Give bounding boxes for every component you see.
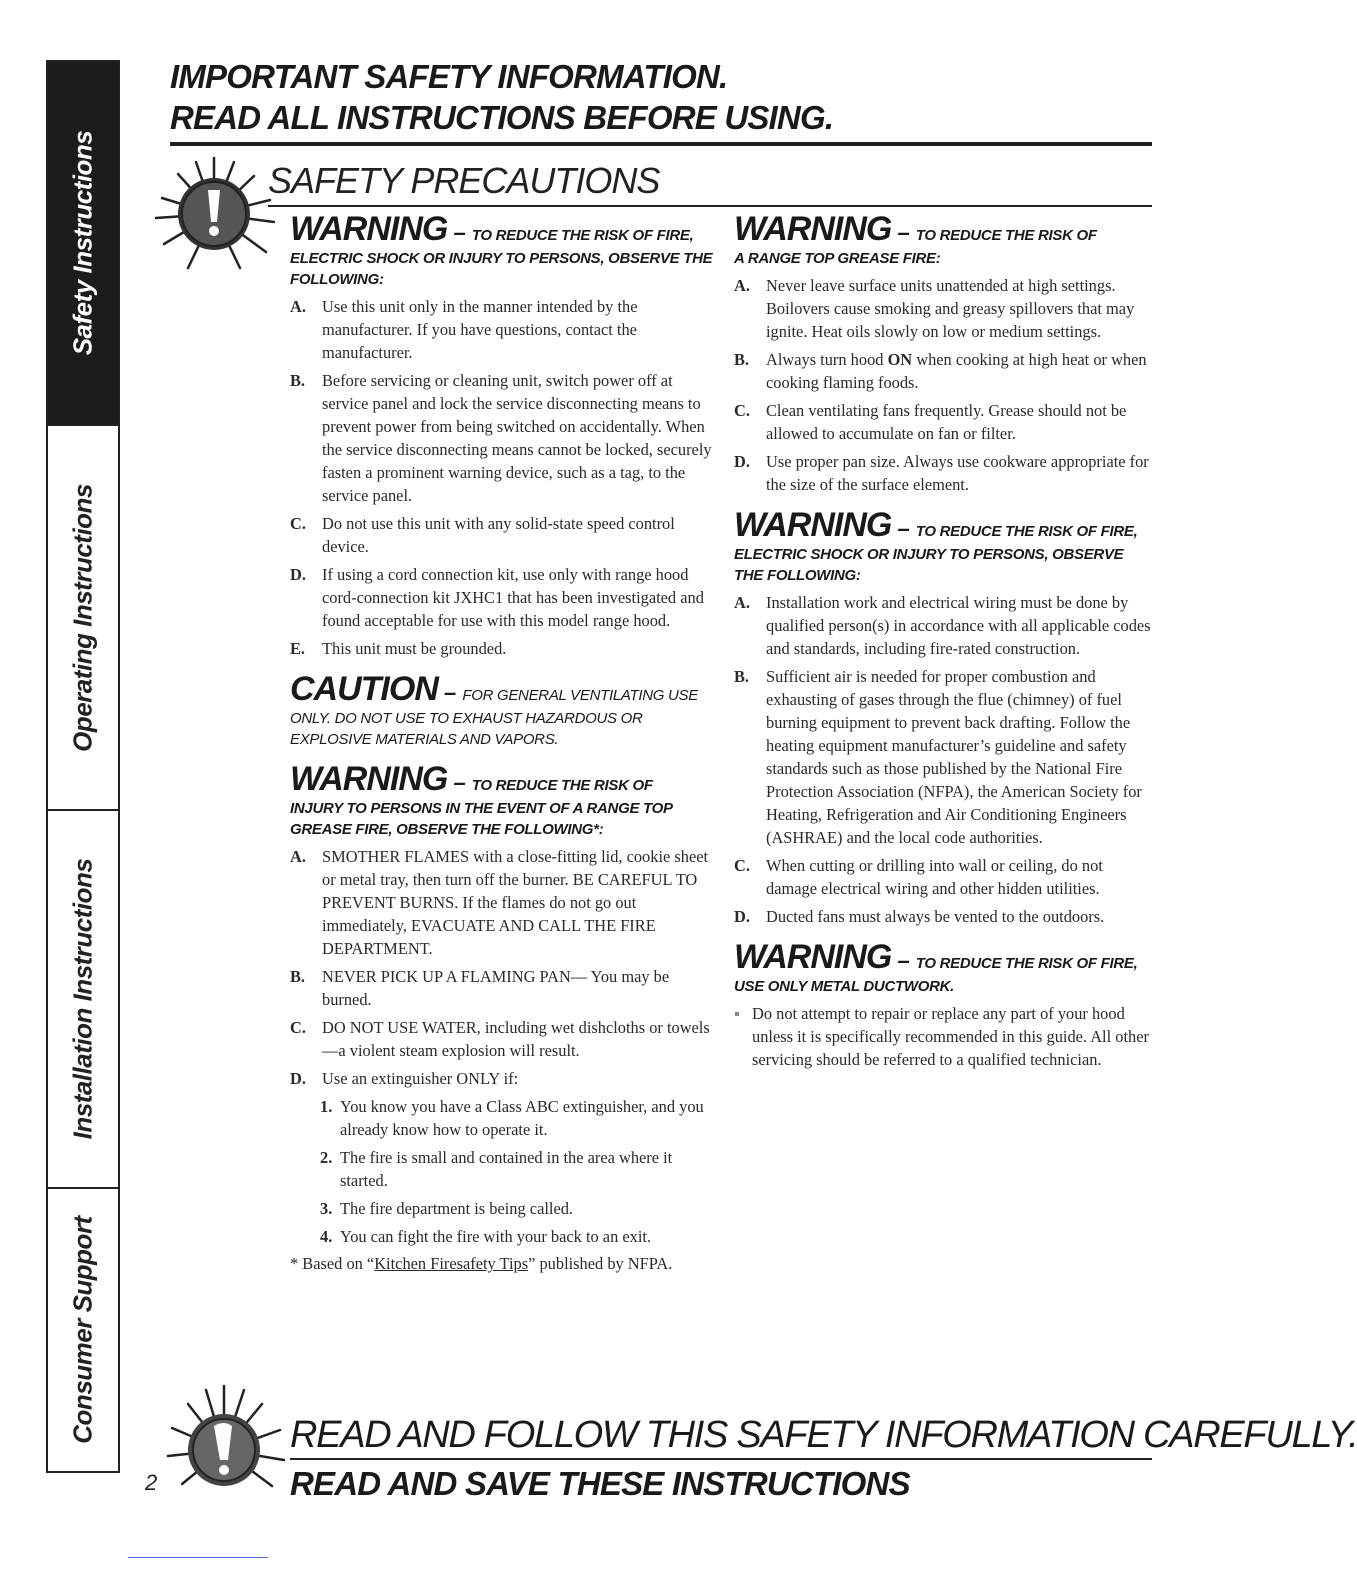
list-item bbox=[734, 450, 1152, 496]
list-item bbox=[290, 637, 715, 660]
side-tabs bbox=[46, 60, 120, 1473]
list-item bbox=[290, 369, 715, 507]
list-item bbox=[734, 905, 1152, 928]
list-item bbox=[290, 1067, 715, 1090]
item-text-bold: ON bbox=[887, 350, 913, 369]
list-item bbox=[734, 854, 1152, 900]
item-letter: D. bbox=[734, 907, 750, 926]
numbered-item bbox=[290, 1197, 715, 1220]
warning-dash: – bbox=[447, 220, 472, 245]
warning-heading bbox=[290, 212, 715, 246]
item-text: Ducted fans must always be vented to the outdoors. bbox=[766, 907, 1105, 926]
item-letter: D. bbox=[290, 1069, 306, 1088]
warning-subheading: USE ONLY METAL DUCTWORK. bbox=[734, 978, 955, 995]
numbered-item bbox=[290, 1225, 715, 1248]
list-item bbox=[734, 1002, 1152, 1071]
item-text: SMOTHER FLAMES with a close-fitting lid, cookie sheet or metal tray, then turn off the burner. BE CAREFUL TO PREVENT BURNS. If the flames do not go out immediately, EVACUATE AND CALL THE FIRE DEPARTMENT. bbox=[322, 847, 709, 958]
item-text: NEVER PICK UP A FLAMING PAN— You may be burned. bbox=[322, 967, 670, 1009]
warning-lead: TO REDUCE THE RISK OF FIRE, bbox=[915, 955, 1138, 972]
item-text: This unit must be grounded. bbox=[322, 639, 507, 658]
tab-label: Consumer Support bbox=[67, 1216, 98, 1444]
item-text: Do not use this unit with any solid-state speed control device. bbox=[322, 514, 675, 556]
warning-heading bbox=[734, 508, 1152, 542]
item-letter: D. bbox=[290, 565, 306, 584]
item-text: Use an extinguisher ONLY if: bbox=[322, 1069, 519, 1088]
warning-dash: – bbox=[891, 948, 916, 973]
item-letter: B. bbox=[734, 350, 750, 369]
item-number: 2. bbox=[320, 1148, 333, 1167]
numbered-item bbox=[290, 1095, 715, 1141]
caution-ventilating bbox=[290, 672, 715, 750]
warning-subheading: A RANGE TOP GREASE FIRE: bbox=[734, 250, 941, 267]
warning-lead: TO REDUCE THE RISK OF bbox=[915, 227, 1097, 244]
caution-burst-icon bbox=[160, 1380, 288, 1498]
left-column bbox=[290, 212, 715, 1283]
page-number: 2 bbox=[145, 1470, 158, 1495]
item-letter: A. bbox=[290, 847, 306, 866]
warning-label: WARNING bbox=[290, 760, 448, 798]
section-rule bbox=[268, 205, 1152, 207]
warning-subheading: ELECTRIC SHOCK OR INJURY TO PERSONS, OBSERVE THE FOLLOWING: bbox=[290, 250, 713, 288]
item-letter: E. bbox=[290, 639, 306, 658]
warning-fire-shock bbox=[290, 212, 715, 660]
item-letter: C. bbox=[734, 401, 750, 420]
warning-heading bbox=[734, 212, 1152, 246]
item-letter: C. bbox=[290, 1018, 306, 1037]
item-letter: C. bbox=[734, 856, 750, 875]
item-text: Before servicing or cleaning unit, switch power off at service panel and lock the service disconnecting means to prevent power from being switched on accidentally. When the service disconnecting means cannot be locked, securely fasten a prominent warning device, such as a tag, to the service panel. bbox=[322, 371, 712, 505]
item-text: Sufficient air is needed for proper combustion and exhausting of gases through the flue (chimney) of fuel burning equipment to prevent back drafting. Follow the heating equipment manufacturer’s guideline and safety standards such as those published by the National Fire Protection Association (NFPA), the American Society for Heating, Refrigeration and Air Conditioning Engineers (ASHRAE) and the local code authorities. bbox=[766, 667, 1142, 847]
warning-subheading: INJURY TO PERSONS IN THE EVENT OF A RANGE TOP GREASE FIRE, OBSERVE THE FOLLOWING*: bbox=[290, 800, 673, 838]
bottom-rule bbox=[290, 1458, 1152, 1460]
warning-range-top bbox=[734, 212, 1152, 496]
section-title: SAFETY PRECAUTIONS bbox=[268, 160, 660, 201]
caution-lead: FOR GENERAL VENTILATING USE bbox=[462, 687, 698, 704]
warning-label: WARNING bbox=[734, 506, 892, 544]
item-text: You can fight the fire with your back to an exit. bbox=[340, 1227, 652, 1246]
item-text: Use this unit only in the manner intended by the manufacturer. If you have questions, contact the manufacturer. bbox=[322, 297, 638, 362]
footnote-link[interactable]: Kitchen Firesafety Tips bbox=[374, 1254, 529, 1273]
list-item bbox=[290, 965, 715, 1011]
warning-dash: – bbox=[891, 220, 916, 245]
warning-burst-icon bbox=[148, 152, 280, 282]
caution-heading bbox=[290, 672, 715, 706]
item-text: You know you have a Class ABC extinguisher, and you already know how to operate it. bbox=[340, 1097, 704, 1139]
item-letter: A. bbox=[734, 593, 750, 612]
tab-installation-instructions[interactable] bbox=[48, 811, 118, 1189]
warning-grease-fire bbox=[290, 762, 715, 1275]
item-letter: B. bbox=[290, 371, 306, 390]
item-text: If using a cord connection kit, use only with range hood cord-connection kit JXHC1 that has been investigated and found acceptable for use with this model range hood. bbox=[322, 565, 704, 630]
warning-ductwork bbox=[734, 940, 1152, 1071]
warning-lead: TO REDUCE THE RISK OF FIRE, bbox=[915, 523, 1138, 540]
item-text bbox=[766, 348, 1152, 394]
read-save-banner: READ AND SAVE THESE INSTRUCTIONS bbox=[290, 1465, 910, 1502]
list-item bbox=[290, 1016, 715, 1062]
warning-dash: – bbox=[891, 516, 916, 541]
list-item bbox=[290, 563, 715, 632]
warning-heading bbox=[734, 940, 1152, 974]
item-letter: A. bbox=[734, 276, 750, 295]
warning-dash: – bbox=[447, 770, 472, 795]
item-text: Use proper pan size. Always use cookware appropriate for the size of the surface element. bbox=[766, 452, 1149, 494]
read-follow-banner: READ AND FOLLOW THIS SAFETY INFORMATION CAREFULLY. bbox=[290, 1414, 1357, 1456]
footnote-pre: * Based on “ bbox=[290, 1254, 375, 1273]
warning-lead: TO REDUCE THE RISK OF bbox=[471, 777, 653, 794]
tab-label: Installation Instructions bbox=[67, 858, 98, 1140]
list-item bbox=[734, 591, 1152, 660]
list-item bbox=[290, 845, 715, 960]
item-text: When cutting or drilling into wall or ceiling, do not damage electrical wiring and other hidden utilities. bbox=[766, 856, 1103, 898]
item-letter: D. bbox=[734, 452, 750, 471]
caution-subheading: ONLY. DO NOT USE TO EXHAUST HAZARDOUS OR EXPLOSIVE MATERIALS AND VAPORS. bbox=[290, 710, 643, 748]
right-column bbox=[734, 212, 1152, 1079]
footnote bbox=[290, 1252, 715, 1275]
list-item bbox=[734, 665, 1152, 849]
item-text: DO NOT USE WATER, including wet dishcloths or towels—a violent steam explosion will result. bbox=[322, 1018, 710, 1060]
warning-label: WARNING bbox=[290, 210, 448, 248]
caution-dash: – bbox=[437, 680, 463, 705]
warning-installation bbox=[734, 508, 1152, 928]
item-text: The fire department is being called. bbox=[340, 1199, 574, 1218]
header-title-line2: READ ALL INSTRUCTIONS BEFORE USING. bbox=[170, 99, 834, 136]
tab-label: Operating Instructions bbox=[67, 483, 98, 752]
item-text: Clean ventilating fans frequently. Grease should not be allowed to accumulate on fan or filter. bbox=[766, 401, 1127, 443]
warning-lead: TO REDUCE THE RISK OF FIRE, bbox=[471, 227, 694, 244]
footnote-post: ” published by NFPA. bbox=[528, 1254, 673, 1273]
item-letter: A. bbox=[290, 297, 306, 316]
item-text-post: when cooking at high heat or when cooking flaming foods. bbox=[766, 350, 1147, 392]
list-item bbox=[734, 348, 1152, 394]
tab-label: Safety Instructions bbox=[67, 130, 98, 356]
item-letter: B. bbox=[290, 967, 306, 986]
warning-subheading: ELECTRIC SHOCK OR INJURY TO PERSONS, OBSERVE THE FOLLOWING: bbox=[734, 546, 1124, 584]
warning-label: WARNING bbox=[734, 210, 892, 248]
item-number: 3. bbox=[320, 1199, 333, 1218]
list-item bbox=[290, 512, 715, 558]
item-letter: B. bbox=[734, 667, 750, 686]
item-number: 4. bbox=[320, 1227, 333, 1246]
list-item bbox=[290, 295, 715, 364]
tab-safety-instructions[interactable] bbox=[48, 62, 118, 426]
warning-heading bbox=[290, 762, 715, 796]
item-text: The fire is small and contained in the area where it started. bbox=[340, 1148, 673, 1190]
tab-operating-instructions[interactable] bbox=[48, 426, 118, 811]
numbered-item bbox=[290, 1146, 715, 1192]
tab-consumer-support[interactable] bbox=[48, 1189, 118, 1471]
caution-label: CAUTION bbox=[290, 670, 438, 708]
warning-label: WARNING bbox=[734, 938, 892, 976]
bullet-icon: ▪ bbox=[734, 1004, 740, 1023]
header-rule bbox=[170, 142, 1152, 146]
item-number: 1. bbox=[320, 1097, 333, 1116]
item-text: Never leave surface units unattended at high settings. Boilovers cause smoking and greasy spillovers that may ignite. Heat oils slowly on low or medium settings. bbox=[766, 276, 1135, 341]
footer-line bbox=[128, 1557, 268, 1558]
list-item bbox=[734, 274, 1152, 343]
list-item bbox=[734, 399, 1152, 445]
item-text-pre: Always turn hood bbox=[766, 350, 888, 369]
item-text: Do not attempt to repair or replace any part of your hood unless it is specifically recommended in this guide. All other servicing should be referred to a qualified technician. bbox=[752, 1004, 1149, 1069]
item-text: Installation work and electrical wiring must be done by qualified person(s) in accordance with all applicable codes and standards, including fire-rated construction. bbox=[766, 593, 1151, 658]
header-title-line1: IMPORTANT SAFETY INFORMATION. bbox=[170, 58, 728, 95]
item-letter: C. bbox=[290, 514, 306, 533]
